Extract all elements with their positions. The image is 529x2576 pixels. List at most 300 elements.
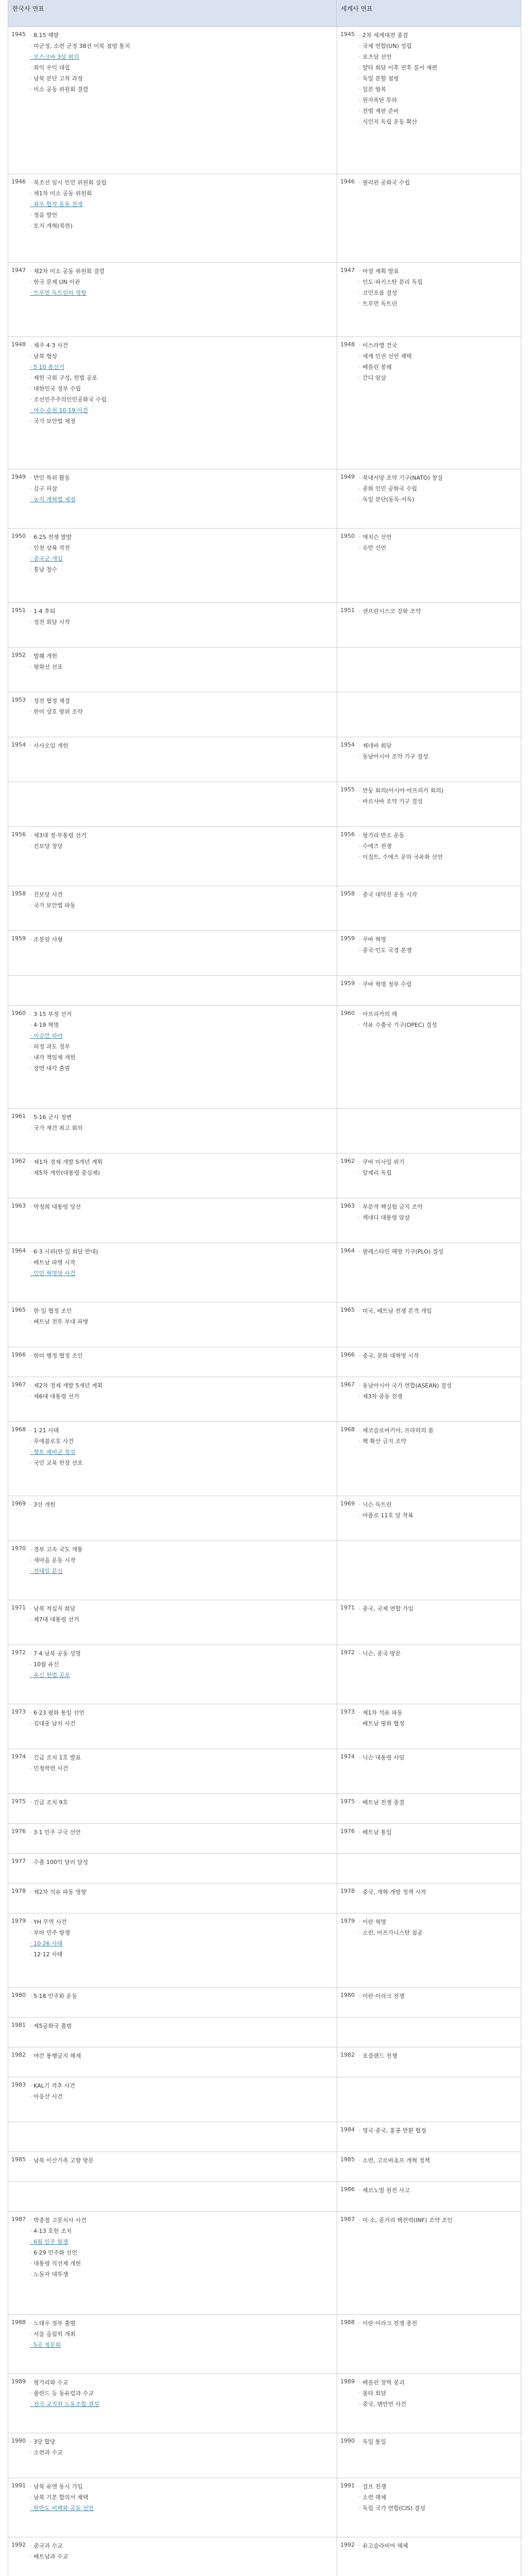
korean-history-cell	[8, 1377, 337, 1422]
korean-event-item: · 이승만 하야	[30, 1030, 335, 1041]
world-event-item: · 독일 분단(동독·서독)	[359, 494, 519, 505]
world-year-label: 1990	[340, 2437, 355, 2444]
korean-event-item: · 6·3 시위(한·일 회담 반대)	[30, 1246, 335, 1257]
world-year-label: 1959	[340, 935, 355, 942]
korean-event-item: · 사사오입 개헌	[30, 740, 335, 751]
world-event-list	[359, 1887, 519, 1897]
korean-event-item: · 제주 4·3 사건	[30, 340, 335, 351]
korean-event-item: · 1·4 후퇴	[30, 606, 335, 617]
korean-event-item: · 긴급 조치 1호 발표	[30, 1752, 335, 1763]
world-event-item: · 독일 분할 점령	[359, 73, 519, 84]
korean-history-cell	[8, 2152, 337, 2182]
world-event-list	[359, 2540, 519, 2551]
korean-event-item: · 3당 합당	[30, 2436, 335, 2447]
korean-event-item: · 전태일 분신	[30, 1566, 335, 1577]
world-year-label: 1976	[340, 1828, 355, 1835]
world-event-item: · 베트남 평화 협정	[359, 1718, 519, 1729]
korean-event-item: · 미소 공동 위원회 결렬	[30, 84, 335, 95]
world-history-cell	[337, 886, 521, 931]
korean-event-list	[30, 2377, 335, 2410]
world-event-list	[359, 1009, 519, 1030]
world-event-list	[359, 30, 519, 127]
korean-year-label: 1954	[11, 741, 26, 748]
korean-event-item: · 남북 이산가족 고향 방문	[30, 2155, 335, 2166]
world-event-list	[359, 2215, 519, 2226]
korean-year-label: 1970	[11, 1545, 26, 1552]
world-event-item: · 베를린 장벽 붕괴	[359, 2377, 519, 2388]
korean-year-label: 1961	[11, 1113, 26, 1120]
korean-history-cell	[8, 827, 337, 886]
korean-history-cell	[8, 529, 337, 603]
korean-history-cell	[8, 976, 337, 1006]
world-history-cell	[337, 2537, 521, 2576]
korean-year-label: 1962	[11, 1158, 26, 1164]
world-history-cell	[337, 2478, 521, 2537]
world-history-cell	[337, 1198, 521, 1243]
korean-event-list	[30, 2481, 335, 2514]
world-year-label: 1971	[340, 1604, 355, 1611]
korean-event-list	[30, 606, 335, 628]
korean-event-list	[30, 1857, 335, 1868]
korean-year-label: 1989	[11, 2378, 26, 2385]
world-event-item: · 수에즈 전쟁	[359, 841, 519, 852]
world-event-item: · 아프리카의 해	[359, 1009, 519, 1020]
korean-history-cell	[8, 931, 337, 976]
world-event-item: · 인도·파키스탄 분리 독립	[359, 277, 519, 287]
world-event-item: · 이집트, 수에즈 운하 국유화 선언	[359, 852, 519, 862]
korean-event-list	[30, 2436, 335, 2458]
world-event-item: · 중국, 문화 대혁명 시작	[359, 1350, 519, 1361]
korean-event-item: · 노동자 대투쟁	[30, 2269, 335, 2280]
world-event-list	[359, 2436, 519, 2447]
korean-event-item: · 내각 책임제 개헌	[30, 1052, 335, 1063]
world-event-item: · 아폴로 11호 달 착륙	[359, 1510, 519, 1521]
world-history-cell	[337, 2374, 521, 2433]
world-event-item: · 영국·중국, 홍콩 반환 협정	[359, 2125, 519, 2136]
korean-history-cell	[8, 2315, 337, 2374]
world-year-label: 1955	[340, 786, 355, 793]
korean-history-cell	[8, 2478, 337, 2537]
korean-history-cell	[8, 1198, 337, 1243]
world-history-cell	[337, 1006, 521, 1109]
world-history-cell	[337, 1600, 521, 1645]
korean-event-list	[30, 651, 335, 672]
world-event-list	[359, 2377, 519, 2410]
world-history-cell	[337, 2152, 521, 2182]
world-history-cell	[337, 931, 521, 976]
korean-year-label: 1959	[11, 935, 26, 942]
korean-event-list	[30, 934, 335, 945]
korean-event-item: · 제6대 대통령 선거	[30, 1391, 335, 1402]
korean-year-label: 1973	[11, 1708, 26, 1715]
world-history-cell	[337, 529, 521, 603]
korean-event-list	[30, 2021, 335, 2031]
world-year-label: 1951	[340, 607, 355, 614]
korean-year-label: 1982	[11, 2052, 26, 2058]
world-history-column-header	[337, 0, 521, 27]
korean-event-item: · 긴급 조치 9호	[30, 1797, 335, 1808]
korean-event-item: · 반민 특위 활동	[30, 472, 335, 483]
korean-event-item: · 대한민국 정부 수립	[30, 383, 335, 394]
world-history-cell	[337, 1154, 521, 1198]
korean-event-item: · 중국과 수교	[30, 2540, 335, 2551]
korean-history-cell	[8, 1347, 337, 1377]
korean-event-list	[30, 1112, 335, 1133]
korean-event-item: · 3선 개헌	[30, 1499, 335, 1510]
world-history-cell	[337, 2433, 521, 2478]
world-history-cell	[337, 737, 521, 782]
world-history-cell	[337, 1377, 521, 1422]
korean-history-cell	[8, 1600, 337, 1645]
world-event-list	[359, 472, 519, 505]
korean-year-label: 1977	[11, 1858, 26, 1865]
korean-event-item: · 제2차 미소 공동 위원회 결렬	[30, 266, 335, 277]
korean-event-item: · 정전 회담 시작	[30, 617, 335, 628]
world-event-list	[359, 1917, 519, 1938]
world-event-item: · 소련 해체	[359, 2492, 519, 2503]
korean-event-item: · 남북 기본 합의서 채택	[30, 2492, 335, 2503]
korean-year-label: 1945	[11, 31, 26, 38]
korean-event-list	[30, 532, 335, 575]
korean-event-item: · 5공 청문회	[30, 2340, 335, 2350]
world-event-list	[359, 1350, 519, 1361]
world-year-label: 1988	[340, 2319, 355, 2326]
korean-event-item: · 북조선 임시 인민 위원회 설립	[30, 177, 335, 188]
korean-event-item: · 발췌 개헌	[30, 651, 335, 662]
world-event-item: · 유고슬라비아 해체	[359, 2540, 519, 2551]
world-event-item: · 코민포름 결성	[359, 287, 519, 298]
world-history-cell	[337, 2315, 521, 2374]
korean-event-list	[30, 1752, 335, 1774]
world-year-label: 1965	[340, 1307, 355, 1313]
korean-event-item: · 한국 문제 UN 이관	[30, 277, 335, 287]
korean-event-item: · 조선민주주의인민공화국 수립	[30, 394, 335, 405]
korean-event-list	[30, 1201, 335, 1212]
korean-event-item: · 모스크바 3상 회의	[30, 52, 335, 62]
korean-event-item: · 국가 재건 최고 회의	[30, 1123, 335, 1133]
korean-event-list	[30, 177, 335, 231]
world-event-item: · 2차 세계대전 종결	[359, 30, 519, 41]
world-event-item: · 중국, 국제 연합 가입	[359, 1603, 519, 1614]
world-event-item: · 국제 연합(UN) 성립	[359, 41, 519, 52]
korean-event-item: · 정읍 발언	[30, 210, 335, 221]
korean-history-title: 한국사 연표	[12, 5, 44, 12]
korean-event-list	[30, 889, 335, 911]
korean-event-item: · 소련과 수교	[30, 2447, 335, 2458]
korean-event-item: · 노태우 정부 출범	[30, 2318, 335, 2329]
korean-event-item: · 인민 혁명당 사건	[30, 1268, 335, 1279]
world-history-cell	[337, 1824, 521, 1854]
korean-event-item: · 5·18 민주화 운동	[30, 1991, 335, 2002]
world-history-cell	[337, 648, 521, 692]
korean-event-list	[30, 1009, 335, 1074]
korean-event-item: · 베트남과 수교	[30, 2551, 335, 2562]
korean-year-label: 1992	[11, 2541, 26, 2548]
korean-history-cell	[8, 1794, 337, 1824]
korean-event-list	[30, 2050, 335, 2061]
world-history-cell	[337, 174, 521, 263]
world-event-list	[359, 1157, 519, 1178]
world-year-label: 1963	[340, 1202, 355, 1209]
world-event-item: · 포클랜드 전쟁	[359, 2050, 519, 2061]
korean-event-item: · 5·16 군사 정변	[30, 1112, 335, 1123]
world-history-cell	[337, 1645, 521, 1704]
world-event-item: · 트루먼 독트린	[359, 298, 519, 309]
korean-event-item: · 10·26 사태	[30, 1938, 335, 1949]
korean-year-label: 1953	[11, 697, 26, 703]
korean-event-item: · 국가 보안법 파동	[30, 900, 335, 911]
korean-event-item: · 대통령 직선제 개헌	[30, 2258, 335, 2269]
korean-event-item: · 베트남 파병 시작	[30, 1257, 335, 1268]
world-event-item: · 슈만 선언	[359, 543, 519, 553]
korean-year-label: 1969	[11, 1500, 26, 1507]
world-event-item: · 소련, 고르바초프 개혁 정책	[359, 2155, 519, 2166]
world-year-label: 1959	[340, 980, 355, 987]
world-event-list	[359, 2155, 519, 2166]
world-event-item: · 포츠담 선언	[359, 52, 519, 62]
world-history-cell	[337, 1884, 521, 1913]
korean-event-list	[30, 1306, 335, 1327]
world-year-label: 1972	[340, 1649, 355, 1656]
korean-event-item: · 부마 민주 항쟁	[30, 1927, 335, 1938]
korean-event-item: · 제1차 미소 공동 위원회	[30, 188, 335, 199]
world-year-label: 1975	[340, 1798, 355, 1805]
korean-event-list	[30, 1991, 335, 2002]
korean-history-cell	[8, 1109, 337, 1154]
world-event-item: · 닉슨, 중국 방문	[359, 1648, 519, 1659]
korean-event-list	[30, 2080, 335, 2102]
korean-event-list	[30, 1544, 335, 1577]
korean-history-cell	[8, 886, 337, 931]
world-year-label: 1946	[340, 178, 355, 185]
korean-year-label: 1966	[11, 1351, 26, 1358]
world-event-item: · 알제리 독립	[359, 1167, 519, 1178]
korean-year-label: 1980	[11, 1992, 26, 1998]
korean-event-list	[30, 2155, 335, 2166]
history-timeline-table	[8, 0, 521, 2576]
world-event-item: · 케네디 대통령 암살	[359, 1212, 519, 1223]
world-year-label: 1989	[340, 2378, 355, 2385]
world-event-item: · 제1차 석유 파동	[359, 1707, 519, 1718]
korean-event-item: · 12·12 사태	[30, 1949, 335, 1960]
korean-history-cell	[8, 469, 337, 529]
korean-event-item: · 미군정, 소련 군정 38선 이북 점령 통치	[30, 41, 335, 52]
korean-event-item: · 민청학련 사건	[30, 1763, 335, 1774]
korean-history-cell	[8, 2212, 337, 2315]
world-event-list	[359, 266, 519, 309]
world-year-label: 1992	[340, 2541, 355, 2548]
korean-history-cell	[8, 1302, 337, 1347]
korean-event-item: · 헝가리와 수교	[30, 2377, 335, 2388]
korean-event-item: · 평화선 선포	[30, 662, 335, 672]
korean-history-cell	[8, 2077, 337, 2122]
korean-year-label: 1964	[11, 1247, 26, 1254]
world-event-item: · 제네바 회담	[359, 740, 519, 751]
world-event-item: · 원자폭탄 투하	[359, 95, 519, 106]
korean-event-item: · 제헌 국회 구성, 헌법 공포	[30, 372, 335, 383]
world-event-item: · 얄타 회담 이후 전후 질서 재편	[359, 62, 519, 73]
korean-history-cell	[8, 1645, 337, 1704]
world-year-label: 1978	[340, 1888, 355, 1894]
korean-event-list	[30, 1246, 335, 1279]
world-event-item: · 체코슬로바키아, 프라하의 봄	[359, 1425, 519, 1436]
korean-event-item: · 좌익 우익 대립	[30, 62, 335, 73]
korean-event-list	[30, 266, 335, 298]
world-event-item: · 헝가리 반소 운동	[359, 830, 519, 841]
world-event-item: · 제3차 중동 전쟁	[359, 1391, 519, 1402]
world-event-list	[359, 2318, 519, 2329]
korean-event-item: · 진보당 사건	[30, 889, 335, 900]
korean-event-item: · 10월 유신	[30, 1659, 335, 1670]
korean-event-item: · 농지 개혁법 제정	[30, 494, 335, 505]
world-event-item: · 애치슨 선언	[359, 532, 519, 543]
world-event-item: · 독립 국가 연합(CIS) 결성	[359, 2503, 519, 2514]
world-event-list	[359, 830, 519, 862]
korean-year-label: 1990	[11, 2437, 26, 2444]
korean-year-label: 1971	[11, 1604, 26, 1611]
world-history-cell	[337, 1749, 521, 1794]
world-history-cell	[337, 2047, 521, 2077]
world-year-label: 1986	[340, 2186, 355, 2193]
world-event-item: · 전범 재판 준비	[359, 106, 519, 116]
korean-year-label: 1985	[11, 2156, 26, 2163]
world-history-cell	[337, 603, 521, 648]
world-event-list	[359, 1306, 519, 1316]
korean-event-list	[30, 696, 335, 717]
korean-event-item: · 중국군 개입	[30, 553, 335, 564]
korean-event-item: · 폴란드 등 동유럽과 수교	[30, 2388, 335, 2399]
korean-event-list	[30, 1603, 335, 1625]
korean-event-item: · 제5차 개헌(대통령 중심제)	[30, 1167, 335, 1178]
world-event-item: · 걸프 전쟁	[359, 2481, 519, 2492]
world-event-item: · 중국, 개혁·개방 정책 시작	[359, 1887, 519, 1897]
korean-event-item: · 정전 협정 체결	[30, 696, 335, 706]
korean-year-label: 1952	[11, 652, 26, 658]
korean-year-label: 1948	[11, 341, 26, 348]
korean-year-label: 1947	[11, 267, 26, 274]
world-history-cell	[337, 1988, 521, 2018]
world-history-cell	[337, 976, 521, 1006]
world-event-item: · 쿠바 혁명	[359, 934, 519, 945]
world-history-cell	[337, 1243, 521, 1302]
world-year-label: 1973	[340, 1708, 355, 1715]
korean-history-cell	[8, 263, 337, 337]
world-event-item: · 반둥 회의(아시아·아프리카 회의)	[359, 785, 519, 796]
korean-history-cell	[8, 1749, 337, 1794]
korean-event-item: · 한반도 비핵화 공동 선언	[30, 2503, 335, 2514]
world-event-item: · 중국, 톈안먼 사건	[359, 2399, 519, 2410]
world-event-item: · 동남아시아 국가 연합(ASEAN) 결성	[359, 1380, 519, 1391]
korean-history-cell	[8, 1006, 337, 1109]
korean-event-item: · 진보당 창당	[30, 841, 335, 852]
korean-event-list	[30, 1887, 335, 1897]
korean-history-cell	[8, 782, 337, 827]
world-event-list	[359, 177, 519, 188]
world-event-item: · 중국·인도 국경 분쟁	[359, 945, 519, 956]
world-history-cell	[337, 2212, 521, 2315]
world-event-item: · 이란 혁명	[359, 1917, 519, 1927]
world-history-cell	[337, 2018, 521, 2047]
world-event-list	[359, 934, 519, 956]
korean-event-item: · 3·15 부정 선거	[30, 1009, 335, 1020]
korean-event-list	[30, 1350, 335, 1361]
korean-event-item: · 베트남 전투 부대 파병	[30, 1316, 335, 1327]
korean-year-label: 1981	[11, 2022, 26, 2028]
korean-history-cell	[8, 2018, 337, 2047]
world-event-item: · 중화 인민 공화국 수립	[359, 483, 519, 494]
korean-year-label: 1950	[11, 533, 26, 539]
korean-event-item: · 한미 상호 방위 조약	[30, 706, 335, 717]
korean-event-item: · 6·23 평화 통일 선언	[30, 1707, 335, 1718]
korean-event-list	[30, 1157, 335, 1178]
korean-year-label: 1988	[11, 2319, 26, 2326]
world-event-item: · 동남아시아 조약 기구 결성	[359, 751, 519, 762]
korean-event-item: · 1·21 사태	[30, 1425, 335, 1436]
world-event-item: · 팔레스타인 해방 기구(PLO) 결성	[359, 1246, 519, 1257]
korean-event-item: · 제5공화국 출범	[30, 2021, 335, 2031]
world-year-label: 1991	[340, 2482, 355, 2489]
korean-history-cell	[8, 1824, 337, 1854]
korean-year-label: 1967	[11, 1381, 26, 1388]
korean-year-label: 1976	[11, 1828, 26, 1835]
world-history-cell	[337, 827, 521, 886]
korean-event-item: · 남북 적십자 회담	[30, 1603, 335, 1614]
korean-event-item: · 제1차 경제 개발 5개년 계획	[30, 1157, 335, 1167]
world-event-list	[359, 606, 519, 617]
korean-history-cell	[8, 737, 337, 782]
korean-year-label: 1958	[11, 890, 26, 897]
world-event-item: · 체르노빌 원전 사고	[359, 2185, 519, 2196]
world-event-list	[359, 2481, 519, 2514]
world-event-list	[359, 1797, 519, 1808]
korean-history-cell	[8, 1913, 337, 1988]
world-year-label: 1969	[340, 1500, 355, 1507]
korean-event-list	[30, 2540, 335, 2562]
korean-event-item: · 향토 예비군 창설	[30, 1447, 335, 1458]
world-year-label: 1974	[340, 1753, 355, 1760]
korean-event-item: · KAL기 격추 사건	[30, 2080, 335, 2091]
world-year-label: 1987	[340, 2216, 355, 2223]
world-year-label: 1964	[340, 1247, 355, 1254]
world-year-label: 1945	[340, 31, 355, 38]
korean-year-label: 1960	[11, 1010, 26, 1016]
korean-event-item: · 6·29 민주화 선언	[30, 2247, 335, 2258]
world-event-item: · 독일 통일	[359, 2436, 519, 2447]
world-event-list	[359, 1603, 519, 1614]
world-history-cell	[337, 692, 521, 737]
world-event-list	[359, 1707, 519, 1729]
world-history-cell	[337, 1541, 521, 1600]
world-history-cell	[337, 1913, 521, 1988]
world-year-label: 1979	[340, 1918, 355, 1924]
world-event-item: · 식민지 독립 운동 확산	[359, 116, 519, 127]
korean-event-item: · 인천 상륙 작전	[30, 543, 335, 553]
world-event-item: · 베를린 봉쇄	[359, 362, 519, 372]
world-event-item: · 석유 수출국 기구(OPEC) 결성	[359, 1020, 519, 1030]
korean-event-item: · 제7대 대통령 선거	[30, 1614, 335, 1625]
world-year-label: 1958	[340, 890, 355, 897]
korean-event-item: · 6·25 전쟁 발발	[30, 532, 335, 543]
world-event-list	[359, 1380, 519, 1402]
world-event-item: · 이스라엘 건국	[359, 340, 519, 351]
korean-year-label: 1979	[11, 1918, 26, 1924]
world-event-list	[359, 2125, 519, 2136]
korean-year-label: 1951	[11, 607, 26, 614]
korean-event-item: · 장면 내각 출범	[30, 1063, 335, 1074]
world-event-list	[359, 979, 519, 990]
world-event-list	[359, 340, 519, 383]
korean-year-label: 1974	[11, 1753, 26, 1760]
